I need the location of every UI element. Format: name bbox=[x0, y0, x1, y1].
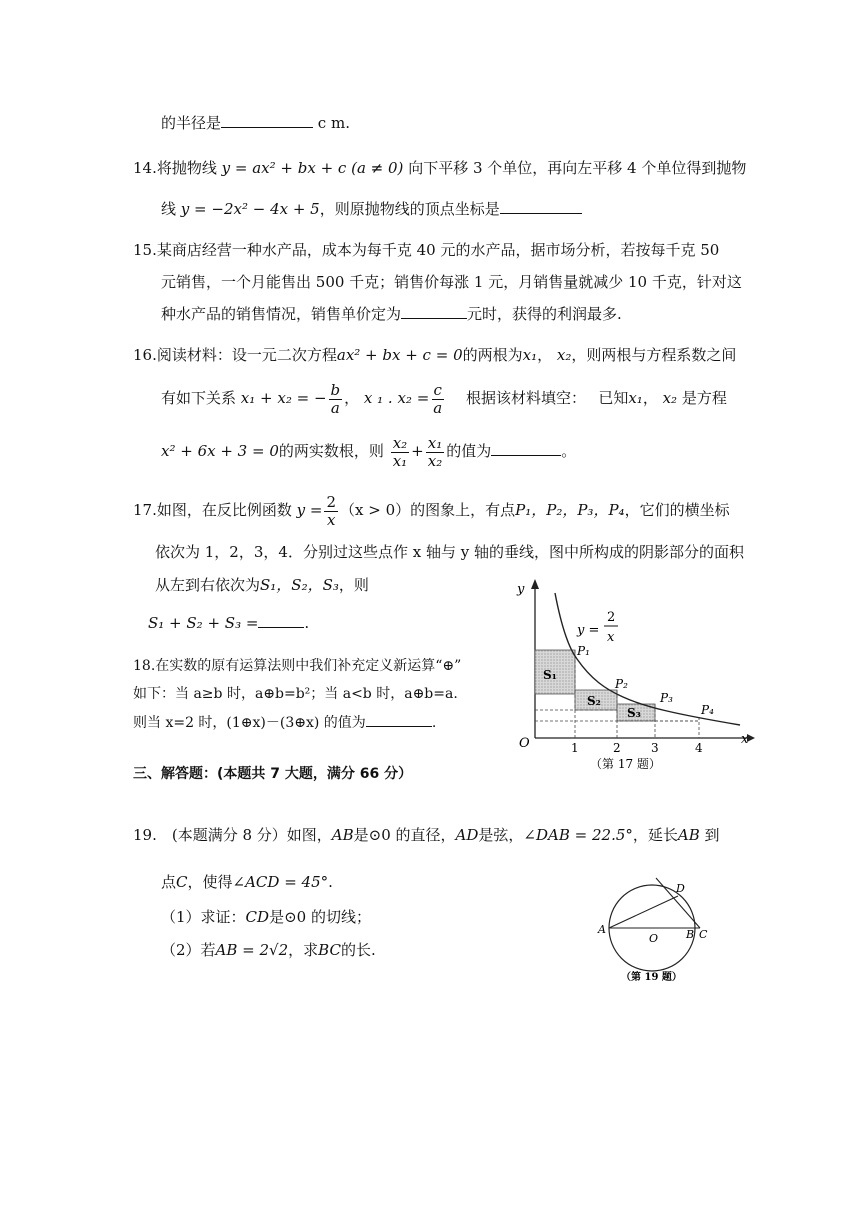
y-axis-arrow bbox=[531, 579, 539, 589]
q14-number: 14. bbox=[133, 159, 157, 177]
figure-17-caption: （第 17 题） bbox=[590, 757, 661, 771]
point-p1-label: P₁ bbox=[577, 644, 590, 658]
origin-label: O bbox=[519, 736, 530, 751]
q17-period: . bbox=[304, 614, 310, 632]
frac-denominator: x₂ bbox=[427, 451, 443, 470]
point-p3-label: P₃ bbox=[660, 691, 673, 705]
q16-text10: 。 bbox=[561, 442, 577, 460]
func-denominator: x bbox=[607, 630, 615, 645]
q19-part2 bbox=[161, 940, 376, 960]
q19-angle-dab: ∠DAB = 22.5° bbox=[523, 826, 633, 844]
point-p2-label: P₂ bbox=[615, 677, 628, 691]
q17-text3: ，它们的横坐标 bbox=[624, 501, 730, 519]
answer-blank-18 bbox=[366, 712, 432, 727]
q16-frac-c-over-a bbox=[431, 382, 444, 417]
label-o: O bbox=[649, 932, 659, 945]
q16-frac-b-over-a bbox=[329, 382, 343, 417]
frac-numerator: b bbox=[330, 380, 341, 399]
label-a: A bbox=[598, 923, 606, 936]
q17-line3 bbox=[155, 575, 369, 595]
label-d: D bbox=[676, 882, 685, 895]
q15-line3 bbox=[161, 304, 622, 324]
q19-text7: ，使得 bbox=[187, 873, 233, 891]
q16-text7: 是方程 bbox=[681, 389, 727, 407]
q18-line1 bbox=[133, 656, 461, 676]
q16-text4: 有如下关系 bbox=[161, 389, 237, 407]
q16-sum: x₁ + x₂ = − bbox=[240, 389, 327, 407]
q19-text4: ，延长 bbox=[632, 826, 678, 844]
figure-19 bbox=[596, 876, 721, 986]
q15-line2 bbox=[161, 272, 742, 292]
answer-blank-14 bbox=[500, 199, 582, 214]
frac-numerator: x₁ bbox=[427, 433, 443, 452]
q17-text2: （x > 0）的图象上，有点 bbox=[340, 501, 516, 519]
q15-number: 15. bbox=[133, 241, 157, 259]
x-tick-4: 4 bbox=[695, 741, 703, 755]
section-3-heading bbox=[133, 764, 412, 784]
answer-blank-13 bbox=[221, 113, 313, 128]
q19-angle-acd: ∠ACD = 45° bbox=[232, 873, 329, 891]
q16-text6: 已知 bbox=[598, 389, 629, 407]
q19-text6: 点 bbox=[161, 873, 177, 891]
q19-ab-value: AB = 2√2 bbox=[215, 941, 289, 959]
q16-root2: x₂ bbox=[556, 346, 572, 364]
x-tick-3: 3 bbox=[651, 741, 659, 755]
q15-text1: 某商店经营一种水产品，成本为每千克 40 元的水产品，据市场分析，若按每千克 50 bbox=[156, 241, 720, 259]
q17-line2 bbox=[155, 542, 744, 562]
q17-areas: S₁，S₂，S₃ bbox=[260, 576, 339, 594]
label-c: C bbox=[699, 928, 708, 941]
figure-19-caption: （第 19 题） bbox=[621, 972, 682, 983]
q13-text: 的半径是 bbox=[161, 114, 222, 132]
q16-frac1 bbox=[391, 435, 409, 470]
q19-line1 bbox=[133, 825, 720, 845]
region-s3-label: S₃ bbox=[627, 706, 641, 720]
q17-sum: S₁ + S₂ + S₃ = bbox=[148, 614, 259, 632]
q17-y-eq: y = bbox=[296, 501, 323, 519]
section-3-title: 三、解答题：(本题共 7 大题，满分 66 分） bbox=[133, 766, 413, 782]
q14-equation2: y = −2x² − 4x + 5 bbox=[180, 200, 320, 218]
q19-cd: CD bbox=[245, 908, 270, 926]
q14-line2 bbox=[161, 199, 582, 219]
q16-number: 16. bbox=[133, 346, 157, 364]
frac-numerator: 2 bbox=[326, 492, 337, 511]
q18-text2: 如下：当 a≥b 时，a⊕b=b²；当 a<b 时，a⊕b=a. bbox=[133, 686, 458, 702]
q16-text1: 阅读材料：设一元二次方程 bbox=[156, 346, 337, 364]
figure-17 bbox=[505, 575, 760, 775]
q16-text5: 根据该材料填空： bbox=[466, 389, 579, 407]
q14-text2: 向下平移 3 个单位，再向左平移 4 个单位得到抛物 bbox=[408, 159, 747, 177]
y-axis-label: y bbox=[517, 582, 525, 597]
label-b: B bbox=[686, 928, 695, 941]
q16-equation2: x² + 6x + 3 = 0 bbox=[161, 442, 279, 460]
q19-part1-label: （1）求证： bbox=[161, 908, 246, 926]
q18-line3 bbox=[133, 712, 436, 733]
point-p4-label: P₄ bbox=[701, 703, 714, 717]
q16-text9: 的值为 bbox=[446, 442, 492, 460]
q13-unit: c m. bbox=[317, 114, 350, 132]
x-axis-label: x bbox=[741, 732, 749, 747]
q16-root1b: x₁ bbox=[628, 389, 643, 407]
q15-line1 bbox=[133, 240, 719, 260]
q19-ab: AB bbox=[331, 826, 354, 844]
q19-part2-label: （2）若 bbox=[161, 941, 216, 959]
q19-text1: 19. (本题满分 8 分）如图， bbox=[133, 826, 332, 844]
q13-tail bbox=[161, 113, 350, 133]
q16-root1: x₁ bbox=[522, 346, 538, 364]
q16-root2b: x₂ bbox=[662, 389, 678, 407]
q14-condition: (a ≠ 0) bbox=[351, 159, 404, 177]
q16-line1: 16.阅读材料：设一元二次方程ax² + bx + c = 0的两根为x₁， x₂，则两根与方程系数之间 bbox=[133, 346, 737, 364]
q18-period: . bbox=[431, 715, 437, 731]
q19-c: C bbox=[176, 873, 188, 891]
q19-bc: BC bbox=[318, 941, 341, 959]
q17-points: P₁，P₂，P₃，P₄ bbox=[515, 501, 625, 519]
frac-denominator: a bbox=[330, 398, 340, 417]
frac-denominator: a bbox=[433, 398, 443, 417]
func-label: y = bbox=[577, 623, 600, 638]
q16-line3: x² + 6x + 3 = 0的两实数根，则 $\frac{\text{x₂}}{\text{x₁}}$ + $\frac{\text{x₁}}{\text{x₂}}$ 的值为 。 bbox=[161, 433, 577, 470]
q15-text4: 元时，获得的利润最多. bbox=[467, 305, 622, 323]
q17-text1: 如图，在反比例函数 bbox=[156, 501, 292, 519]
q16-product: x ₁ . x₂ = bbox=[363, 389, 430, 407]
answer-blank-17 bbox=[258, 613, 304, 628]
q16-line2: 有如下关系 x₁ + x₂ = − $\frac{b}{a}$ ， x ₁ . x₂ = $\frac{c}{a}$ 根据该材料填空： 已知x₁， x₂ 是方程 bbox=[161, 380, 727, 417]
q19-part2-text: ，求 bbox=[288, 941, 319, 959]
q19-ad: AD bbox=[455, 826, 479, 844]
q16-frac2 bbox=[426, 435, 444, 470]
q19-part1 bbox=[161, 907, 371, 927]
frac-denominator: x bbox=[327, 510, 336, 529]
q17-line1 bbox=[133, 492, 730, 529]
q19-line2 bbox=[161, 872, 333, 892]
frac-numerator: c bbox=[433, 380, 442, 399]
q18-text1: 18.在实数的原有运算法则中我们补充定义新运算“⊕” bbox=[133, 658, 462, 674]
func-numerator: 2 bbox=[607, 610, 616, 625]
q17-line4 bbox=[148, 613, 309, 633]
q14-text4: ，则原抛物线的顶点坐标是 bbox=[319, 200, 500, 218]
frac-numerator: x₂ bbox=[392, 433, 408, 452]
q18-line2 bbox=[133, 684, 458, 704]
answer-blank-15 bbox=[401, 304, 467, 319]
answer-blank-16 bbox=[491, 441, 561, 456]
q19-text3: 是弦， bbox=[478, 826, 524, 844]
q19-part2-end: 的长. bbox=[340, 941, 376, 959]
q16-text2: 的两根为 bbox=[462, 346, 523, 364]
q19-part1-text: 是⊙0 的切线； bbox=[269, 908, 371, 926]
q16-text8: 的两实数根，则 bbox=[278, 442, 384, 460]
x-tick-1: 1 bbox=[571, 741, 579, 755]
q17-frac bbox=[324, 494, 338, 529]
q14-text3: 线 bbox=[161, 200, 177, 218]
q14-equation: y = ax² + bx + c bbox=[221, 159, 347, 177]
q14-text: 将抛物线 bbox=[156, 159, 217, 177]
region-s1-label: S₁ bbox=[543, 668, 557, 682]
region-s2-label: S₂ bbox=[587, 694, 601, 708]
q19-text2: 是⊙0 的直径， bbox=[353, 826, 456, 844]
q15-text2: 元销售，一个月能售出 500 千克；销售价每涨 1 元，月销售量就减少 10 千克，针对这 bbox=[161, 273, 742, 291]
q16-text3: ，则两根与方程系数之间 bbox=[571, 346, 737, 364]
q18-text3: 则当 x=2 时，(1⊕x)－(3⊕x) 的值为 bbox=[133, 715, 366, 731]
q14-line1 bbox=[133, 158, 746, 178]
q17-text5: 从左到右依次为 bbox=[155, 576, 261, 594]
q17-number: 17. bbox=[133, 501, 157, 519]
frac-denominator: x₁ bbox=[392, 451, 408, 470]
q19-period: . bbox=[328, 873, 333, 891]
q17-text4: 依次为 1，2，3，4．分别过这些点作 x 轴与 y 轴的垂线，图中所构成的阴影部分的面积 bbox=[155, 543, 744, 561]
q19-ab2: AB bbox=[677, 826, 700, 844]
q16-equation: ax² + bx + c = 0 bbox=[336, 346, 463, 364]
q15-text3: 种水产品的销售情况，销售单价定为 bbox=[161, 305, 402, 323]
q17-text6: ，则 bbox=[338, 576, 369, 594]
q19-text5: 到 bbox=[704, 826, 720, 844]
x-tick-2: 2 bbox=[613, 741, 621, 755]
